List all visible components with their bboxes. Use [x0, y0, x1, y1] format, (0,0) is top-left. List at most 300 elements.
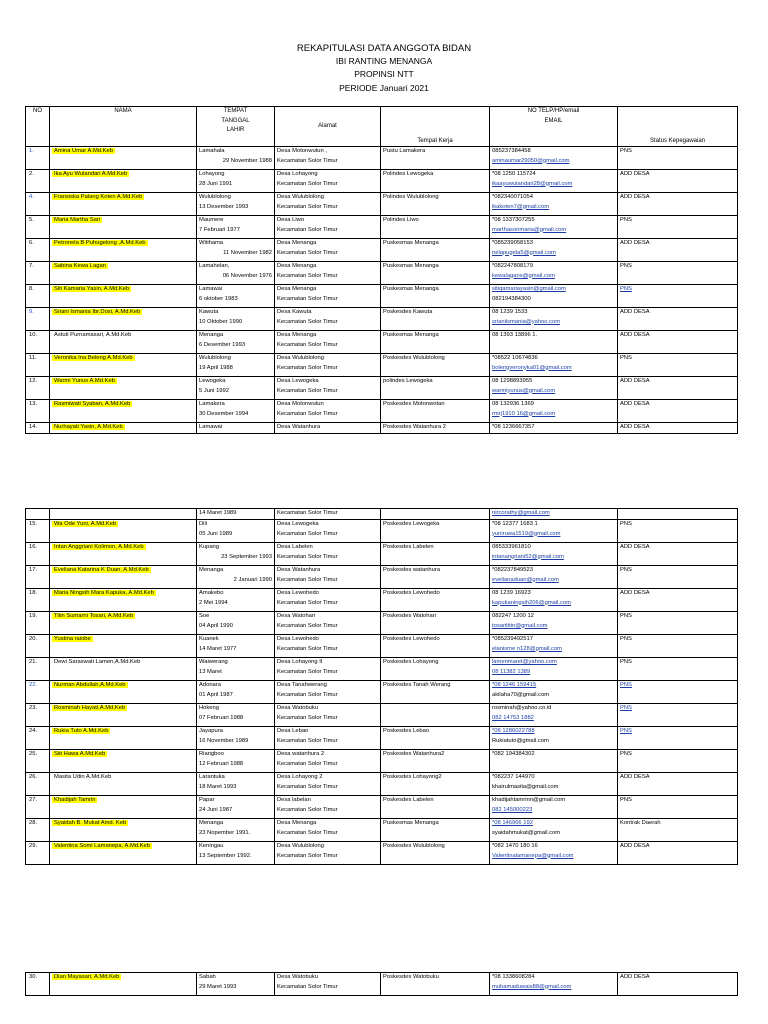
contact-phone: 082247 1200 12 [492, 613, 534, 619]
contact-phone: *082 194384302 [492, 751, 535, 757]
address-desa: Desa Motonwutun , [277, 148, 327, 154]
cell-ttl [197, 331, 275, 354]
table-row [26, 423, 738, 434]
cell-alamat [275, 750, 381, 773]
address-desa: Desa Lohayong [277, 171, 318, 177]
contact-phone[interactable]: sitiqamariayasin@gmail.com [492, 286, 566, 292]
cell-status: ADD DESA [618, 331, 738, 354]
cell-alamat [275, 193, 381, 216]
member-name: Fransiska Palang Koten A.Md.Keb [54, 194, 143, 200]
member-table-page3 [25, 972, 738, 996]
birth-date: 13 Maret [199, 668, 222, 675]
cell-no: 28. [26, 819, 50, 842]
contact-email[interactable]: kapukaningsih206@gmail.com [492, 599, 572, 606]
cell-kontak [490, 750, 618, 773]
cell-nama [50, 377, 197, 400]
birth-date: 5 Juni 1992 [199, 387, 229, 394]
address-desa: Desa Liwo [277, 217, 305, 223]
birth-date: 30 Desember 1994 [199, 410, 249, 417]
address-kecamatan: Kecamatan Solor Timur [277, 226, 338, 233]
address-kecamatan: Kecamatan Solor Timur [277, 364, 338, 371]
cell-ttl [197, 589, 275, 612]
cell-alamat [275, 727, 381, 750]
birth-place: Kawuta [199, 309, 219, 315]
birth-date: 7 Februari 1977 [199, 226, 240, 233]
cell-alamat [275, 308, 381, 331]
cell-kontak [490, 773, 618, 796]
contact-email[interactable]: elanisme n128@gmail.com [492, 645, 563, 652]
cell-tempat-kerja: Poskesdes Lewohedo [381, 635, 490, 658]
birth-date: 14 Maret 1989 [199, 510, 237, 516]
contact-email[interactable]: ikaayuwulandari28@gmail.com [492, 180, 573, 187]
cell-no: 25. [26, 750, 50, 773]
cell-alamat [275, 842, 381, 865]
cell-kontak [490, 147, 618, 170]
contact-phone: *08 1250 115724 [492, 171, 536, 177]
contact-email: 082194384300 [492, 295, 531, 302]
contact-email[interactable]: 08 11382 1389 [492, 668, 531, 675]
contact-phone: *082237 144970 [492, 774, 535, 780]
cell-kontak [490, 612, 618, 635]
birth-date: 2 Mei 1994 [199, 599, 228, 606]
header-status: Status Kepegawaian [618, 107, 738, 147]
cell-status: ADD DESA [618, 193, 738, 216]
cell-nama [50, 354, 197, 377]
cell-tempat-kerja: Puskesmas Menanga [381, 239, 490, 262]
cell-ttl [197, 170, 275, 193]
doc-subtitle-periode: PERIODE Januari 2021 [339, 83, 429, 93]
address-kecamatan: Kecamatan Solor Timur [277, 387, 338, 394]
birth-date: 05 Juni 1989 [199, 530, 233, 537]
cell-status: PNS [618, 612, 738, 635]
birth-date: 29 November 1988 [222, 157, 272, 164]
cell-kontak [490, 842, 618, 865]
address-desa: Desa Lebao [277, 728, 309, 734]
birth-date: 04 April 1990 [199, 622, 233, 629]
table-row [26, 543, 738, 566]
address-kecamatan: Kecamatan Solor Timur [277, 272, 338, 279]
header-ttl-lahir: LAHIR [226, 127, 245, 133]
cell-nama [50, 635, 197, 658]
birth-place: Keningau [199, 843, 224, 849]
address-desa: Desa Tanahwerang [277, 682, 327, 688]
cell-nama [50, 400, 197, 423]
cell-alamat [275, 543, 381, 566]
table-row [26, 973, 738, 996]
contact-phone: *085239058153 [492, 240, 533, 246]
table-row [26, 400, 738, 423]
table-row [26, 509, 738, 520]
birth-place: Dili [199, 521, 208, 527]
cell-tempat-kerja: Poskesdes Labelen [381, 796, 490, 819]
cell-kontak [490, 285, 618, 308]
cell-alamat [275, 681, 381, 704]
cell-status: ADD DESA [618, 543, 738, 566]
birth-place: Menanga [199, 820, 224, 826]
table-row [26, 612, 738, 635]
table-row [26, 750, 738, 773]
table-row [26, 681, 738, 704]
cell-no: 14. [26, 423, 50, 434]
contact-email[interactable]: intanangriani52@gmail.com [492, 553, 564, 560]
address-kecamatan: Kecamatan Solor Timur [277, 714, 338, 721]
cell-kontak [490, 704, 618, 727]
cell-tempat-kerja: Polindes Lewogeka [381, 170, 490, 193]
cell-nama [50, 704, 197, 727]
cell-status: ADD DESA [618, 239, 738, 262]
cell-kontak [490, 566, 618, 589]
member-name: Rasmiwati Syaban, A.Md.Keb [54, 401, 131, 407]
birth-place: Lamahelan, [199, 263, 230, 269]
cell-status: ADD DESA [618, 170, 738, 193]
header-ttl-tempat: TEMPAT [223, 108, 248, 114]
birth-date: 12 Februari 1988 [199, 760, 244, 767]
cell-nama [50, 543, 197, 566]
member-name: Siti Hawa A.Md.Keb [54, 751, 106, 757]
member-table-page2 [25, 508, 738, 865]
birth-place: Waiwerang [199, 659, 228, 665]
birth-date: 14 Maret 1977 [199, 645, 237, 652]
address-kecamatan: Kecamatan Solor Timur [277, 806, 338, 813]
address-desa: Desa Lohayong 2 [277, 774, 323, 780]
table-row [26, 285, 738, 308]
table-row [26, 262, 738, 285]
birth-place: Amakebo [199, 590, 224, 596]
cell-status: ADD DESA [618, 423, 738, 434]
member-name: Maria Ningsih Mara Kapuka, A.Md.Keb [54, 590, 154, 596]
cell-status: PNS [618, 658, 738, 681]
contact-phone: 08 1393 13896 1. [492, 332, 538, 338]
cell-no: 7. [26, 262, 50, 285]
cell-ttl [197, 773, 275, 796]
cell-nama [50, 193, 197, 216]
cell-alamat [275, 239, 381, 262]
birth-place: Lamahala [199, 148, 225, 154]
contact-email[interactable]: kewalagans@gmail.com [492, 272, 555, 279]
birth-date: 6 Desember 1993 [199, 341, 246, 348]
birth-place: Menanga [199, 332, 224, 338]
table-row [26, 704, 738, 727]
contact-phone: *08522 10674836 [492, 355, 538, 361]
address-kecamatan: Kecamatan Solor Timur [277, 157, 338, 164]
cell-nama [50, 147, 197, 170]
member-name: Maria Martha Sari [54, 217, 101, 223]
member-name: Yustina raiobe [54, 636, 91, 642]
cell-tempat-kerja: Poskesdes Watanhura 2 [381, 423, 490, 434]
table-row [26, 819, 738, 842]
contact-phone: *08 12377 1683 1 [492, 521, 538, 527]
cell-alamat [275, 520, 381, 543]
address-desa: Desa Wulublolong [277, 194, 324, 200]
table-row [26, 354, 738, 377]
birth-date: 19 April 1988 [199, 364, 233, 371]
cell-alamat [275, 589, 381, 612]
cell-tempat-kerja: Pustu Lamakera [381, 147, 490, 170]
cell-alamat [275, 509, 381, 520]
cell-alamat [275, 285, 381, 308]
cell-status: ADD DESA [618, 400, 738, 423]
member-name: Rosminah Hayati,A.Md,Keb [54, 705, 126, 711]
contact-phone: rosminah@yahoo.co.id [492, 705, 552, 711]
address-kecamatan: Kecamatan Solor Timur [277, 829, 338, 836]
cell-ttl [197, 354, 275, 377]
cell-nama [50, 509, 197, 520]
header-no: NO [26, 107, 50, 147]
contact-email[interactable]: bolengveronyka01@gmail.com [492, 364, 572, 371]
cell-ttl [197, 635, 275, 658]
birth-date: 07 Februari 1988 [199, 714, 244, 721]
contact-email[interactable]: aminaumar29050@gmail.com [492, 157, 570, 164]
cell-alamat [275, 612, 381, 635]
cell-no: 17. [26, 566, 50, 589]
table-row [26, 658, 738, 681]
cell-tempat-kerja: Poskesdes Watohari [381, 612, 490, 635]
contact-email[interactable]: evelianaduan@gmail.com [492, 576, 559, 583]
cell-kontak [490, 331, 618, 354]
cell-tempat-kerja: Poskesdes Watobuku [381, 973, 490, 996]
cell-tempat-kerja: Poskesdes Lewogeka [381, 520, 490, 543]
cell-tempat-kerja [381, 509, 490, 520]
cell-kontak [490, 658, 618, 681]
table-row [26, 589, 738, 612]
address-desa: Desa Lewogeka [277, 378, 319, 384]
table-row [26, 147, 738, 170]
birth-place: Hokeng [199, 705, 219, 711]
address-kecamatan: Kecamatan Solor Timur [277, 622, 338, 629]
doc-subtitle-ranting: IBI RANTING MENANGA [335, 56, 433, 66]
table-header-row [26, 107, 738, 147]
cell-no: 10. [26, 331, 50, 354]
member-name: Valentina Somi Lamanepa, A.Md.Keb [54, 843, 150, 849]
birth-place: Kupang [199, 544, 219, 550]
cell-alamat [275, 635, 381, 658]
member-name: Masita Udin A.Md.Keb [54, 774, 112, 780]
birth-place: Wulublolong [199, 355, 231, 361]
cell-ttl [197, 612, 275, 635]
cell-kontak [490, 262, 618, 285]
cell-status: PNS [618, 750, 738, 773]
contact-phone: 085333961810 [492, 544, 531, 550]
table-row [26, 520, 738, 543]
member-name: Astuti Purnamasari, A.Md.Keb [54, 332, 132, 338]
table-row [26, 170, 738, 193]
birth-place: Larantuka [199, 774, 225, 780]
cell-nama [50, 331, 197, 354]
contact-email[interactable]: nircorathy@gmail.com [492, 510, 550, 516]
birth-place: Riangboo [199, 751, 224, 757]
cell-ttl [197, 973, 275, 996]
cell-ttl [197, 681, 275, 704]
contact-phone: *082 1470 180 16 [492, 843, 538, 849]
address-desa: Desa Lewogeka [277, 521, 319, 527]
table-row [26, 377, 738, 400]
member-table-page1 [25, 106, 738, 434]
cell-nama [50, 285, 197, 308]
cell-nama [50, 750, 197, 773]
cell-ttl [197, 704, 275, 727]
cell-status: PNS [618, 704, 738, 727]
cell-no: 2. [26, 170, 50, 193]
cell-no: 19. [26, 612, 50, 635]
cell-tempat-kerja: Puskesmas Menanga [381, 262, 490, 285]
member-name: Warmi Yunus A.Md.Keb [54, 378, 115, 384]
birth-date: 01 April 1987 [199, 691, 233, 698]
cell-ttl [197, 796, 275, 819]
cell-status: PNS [618, 727, 738, 750]
contact-phone[interactable]: *08 1286022788 [492, 728, 535, 734]
cell-alamat [275, 147, 381, 170]
cell-status: PNS [618, 520, 738, 543]
cell-tempat-kerja: Poskesdes Motonwotan [381, 400, 490, 423]
cell-status: Kontrak Daerah [618, 819, 738, 842]
cell-no: 15. [26, 520, 50, 543]
contact-phone: 08 132936 1369 [492, 401, 534, 407]
cell-kontak [490, 681, 618, 704]
contact-email[interactable]: marthasorimaria@gmail.com [492, 226, 567, 233]
address-desa: Desa Watobuku [277, 705, 319, 711]
cell-kontak [490, 543, 618, 566]
cell-tempat-kerja: Poskesdes Kawuta [381, 308, 490, 331]
birth-place: Lamawai [199, 424, 223, 430]
address-kecamatan: Kecamatan Solor Timur [277, 341, 338, 348]
member-name: Syaidah B. Mukat Amd. Keb [54, 820, 127, 826]
contact-phone[interactable]: *08 146966 192 [492, 820, 533, 826]
contact-email[interactable]: ikakoten7@gmail.com [492, 203, 550, 210]
address-desa: Desa Menanga [277, 332, 317, 338]
cell-alamat [275, 796, 381, 819]
cell-nama [50, 239, 197, 262]
cell-no: 9. [26, 308, 50, 331]
contact-email[interactable]: srianiismania@yahoo.com [492, 318, 561, 325]
cell-alamat [275, 773, 381, 796]
cell-status: PNS [618, 262, 738, 285]
member-name: Nurhayati Yasin, A.Md.Keb [54, 424, 123, 430]
cell-nama [50, 773, 197, 796]
address-kecamatan: Kecamatan Solor Timur [277, 983, 338, 990]
contact-phone: 08 1239 16923 [492, 590, 531, 596]
cell-no: 29. [26, 842, 50, 865]
cell-no: 1. [26, 147, 50, 170]
contact-email[interactable]: nelapugela5@gmail.com [492, 249, 556, 256]
cell-status: ADD DESA [618, 589, 738, 612]
cell-no: 11. [26, 354, 50, 377]
contact-phone: *08 1337307255 [492, 217, 535, 223]
contact-phone: *085239492517 [492, 636, 533, 642]
birth-date: 13 September 1992. [199, 852, 252, 859]
member-name: Ika Ayu Wulandari A.Md.Keb [54, 171, 128, 177]
cell-kontak [490, 308, 618, 331]
cell-nama [50, 216, 197, 239]
cell-no: 24. [26, 727, 50, 750]
cell-status: ADD DESA [618, 842, 738, 865]
cell-alamat [275, 819, 381, 842]
address-desa: Desa Menanga [277, 263, 317, 269]
birth-date: 2 Januari 1990 [233, 576, 272, 583]
contact-email[interactable]: tosarititin@gmail.com [492, 622, 548, 629]
cell-no: 4. [26, 193, 50, 216]
cell-alamat [275, 331, 381, 354]
contact-email[interactable]: 082 14753 1882 [492, 714, 534, 721]
table-row [26, 727, 738, 750]
cell-no: 12. [26, 377, 50, 400]
contact-email[interactable]: Valentinalamanepa@gmail.com [492, 852, 574, 859]
cell-no: 13. [26, 400, 50, 423]
cell-tempat-kerja: Poskesdes watanhura [381, 566, 490, 589]
member-name: Veronika Ina Beleng A.Md.Keb [54, 355, 133, 361]
table-row [26, 216, 738, 239]
cell-alamat [275, 262, 381, 285]
birth-place: Lamawai [199, 286, 223, 292]
address-kecamatan: Kecamatan Solor Timur [277, 553, 338, 560]
cell-nama [50, 727, 197, 750]
cell-ttl [197, 543, 275, 566]
contact-email[interactable]: warmiyunus@gmail.com [492, 387, 556, 394]
cell-ttl [197, 423, 275, 434]
contact-email[interactable]: 082 145000223 [492, 806, 533, 813]
cell-ttl [197, 308, 275, 331]
member-name: Eveliana Katarina K Duan, A.Md.Keb [54, 567, 149, 573]
cell-status [618, 509, 738, 520]
cell-no: 23. [26, 704, 50, 727]
cell-status: PNS [618, 681, 738, 704]
cell-no: 18. [26, 589, 50, 612]
address-kecamatan: Kecamatan Solor Timur [277, 576, 338, 583]
address-kecamatan: Kecamatan Solor Timur [277, 783, 338, 790]
header-alamat: Alamat [275, 107, 381, 147]
header-kontak [490, 107, 618, 147]
cell-nama [50, 819, 197, 842]
birth-place: Lamakera [199, 401, 225, 407]
cell-status: PNS [618, 216, 738, 239]
cell-nama [50, 262, 197, 285]
contact-phone[interactable]: *08 1246 159415 [492, 682, 537, 688]
address-kecamatan: Kecamatan Solor Timur [277, 599, 338, 606]
address-kecamatan: Kecamatan Solor Timur [277, 645, 338, 652]
address-desa: Desa Menanga [277, 240, 317, 246]
contact-email[interactable]: muhamaduwais88@gmail.com [492, 983, 572, 990]
contact-phone[interactable]: lamenmaret@yahoo.com [492, 659, 557, 665]
birth-place: Papar [199, 797, 215, 803]
cell-nama [50, 589, 197, 612]
cell-ttl [197, 520, 275, 543]
address-desa: Desa Motonwutun [277, 401, 324, 407]
birth-place: Menanga [199, 567, 224, 573]
cell-tempat-kerja [381, 704, 490, 727]
cell-ttl [197, 377, 275, 400]
birth-date: 11 November 1982 [223, 249, 272, 256]
address-kecamatan: Kecamatan Solor Timur [277, 410, 338, 417]
cell-kontak [490, 170, 618, 193]
address-kecamatan: Kecamatan Solor Timur [277, 691, 338, 698]
contact-email[interactable]: yuniruwa1519@gmail.com [492, 530, 561, 537]
cell-kontak [490, 193, 618, 216]
birth-place: Soe [199, 613, 210, 619]
table-row [26, 796, 738, 819]
header-tempat-kerja: Tempat Kerja [381, 107, 490, 147]
contact-email[interactable]: rmrj1910 16@gmail.com [492, 410, 556, 417]
cell-nama [50, 566, 197, 589]
cell-status: PNS [618, 635, 738, 658]
address-kecamatan: Kecamatan Solor Timur [277, 668, 338, 675]
birth-place: Kuanek [199, 636, 219, 642]
cell-tempat-kerja: Poskesdes Watanhura2 [381, 750, 490, 773]
cell-nama [50, 796, 197, 819]
member-name: Petronela B Puhugelong ,A.Md.Keb [54, 240, 146, 246]
birth-place: Witihama [199, 240, 224, 246]
member-name: Titin Sumarni Tosari, A.Md.Keb [54, 613, 134, 619]
member-name: Rukia Tuto A.Md.Keb [54, 728, 109, 734]
cell-status: PNS [618, 354, 738, 377]
